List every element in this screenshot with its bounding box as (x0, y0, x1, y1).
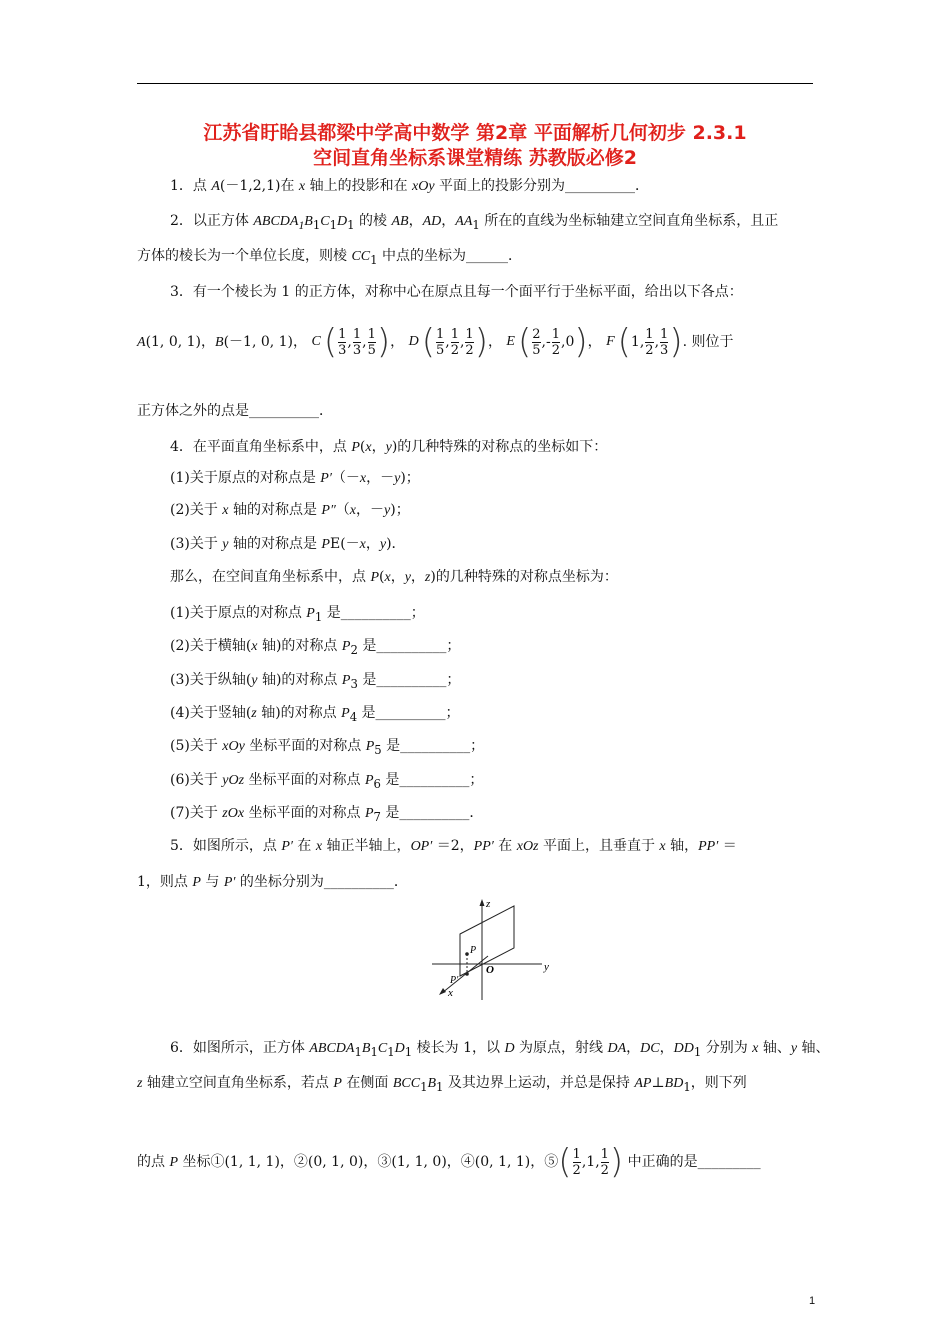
space-symmetry-4: (4)关于竖轴(z 轴)的对称点 $P_4$ 是__________； (170, 705, 460, 724)
header-rule (137, 83, 813, 84)
page-number: 1 (809, 1295, 816, 1307)
space-symmetry-2: (2)关于横轴(x 轴)的对称点 $P_2$ 是__________； (170, 638, 461, 657)
question-6-line-2: z 轴建立空间直角坐标系，若点 P 在侧面 $BCC_1B_1$ 及其边界上运动，并总是保持 $AP\perp BD_1$，则下列 (137, 1075, 747, 1094)
p-label: P (470, 945, 477, 956)
point-d: D ( $\frac{1}{5}$ , $\frac{1}{2}$ , $\frac{1}{2}$ ) (408, 322, 488, 362)
plane-symmetry-1: (1)关于原点的对称点是 P′（－x，－y)； (170, 470, 420, 486)
space-symmetry-3: (3)关于纵轴(y 轴)的对称点 $P_3$ 是__________； (170, 672, 461, 691)
space-symmetry-7: (7)关于 zOx 坐标平面的对称点 $P_7$ 是__________． (170, 805, 484, 824)
point-e: E ( $\frac{2}{5}$ , - $\frac{1}{2}$ , 0 ) (506, 322, 588, 362)
page-title-line-1: 江苏省盱眙县都梁中学高中数学 第2章 平面解析几何初步 2.3.1 (203, 122, 747, 144)
x-arrow-icon (439, 988, 446, 995)
question-2-line-2: 方体的棱长为一个单位长度，则棱 $CC_1$ 中点的坐标为______． (137, 248, 523, 267)
question-2-line-1: 2．以正方体 $ABCDA_1B_1C_1D_1$ 的棱 AB，AD，$AA_1$ 所在的直线为坐标轴建立空间直角坐标系，且正 (170, 213, 779, 232)
coordinate-figure (430, 896, 560, 1002)
point-c: C ( $\frac{1}{3}$ , $\frac{1}{3}$ , $\frac{1}{5}$ ) (311, 322, 391, 362)
space-symmetry-5: (5)关于 xOy 坐标平面的对称点 $P_5$ 是__________； (170, 738, 485, 757)
question-6-line-3: 的点 P 坐标①(1, 1, 1)，②(0, 1, 0)，③(1, 1, 0)，④(0, 1, 1)，⑤ ( $\frac{1}{2}$ , 1 , $\frac{1}{2}$ ) 中正确的是_________ (137, 1142, 761, 1182)
point-p (465, 952, 469, 956)
question-3-line-1: 3．有一个棱长为 1 的正方体，对称中心在原点且每一个面平行于坐标平面，给出以下各点： (170, 284, 743, 300)
question-5-line-2: 1，则点 P 与 P′ 的坐标分别为__________． (137, 874, 408, 890)
z-arrow-icon (480, 899, 485, 906)
question-4-intro: 4．在平面直角坐标系中，点 P(x，y)的几种特殊的对称点的坐标如下： (170, 439, 608, 455)
point-f: F ( 1 , $\frac{1}{2}$ , $\frac{1}{3}$ ) (606, 322, 683, 362)
question-5-line-1: 5．如图所示，点 P′ 在 x 轴正半轴上，OP′ ＝2，PP′ 在 xOz 平面上，且垂直于 x 轴，PP′ ＝ (170, 838, 737, 854)
space-symmetry-6: (6)关于 yOz 坐标平面的对称点 $P_6$ 是__________； (170, 772, 484, 791)
question-6-line-1: 6．如图所示，正方体 $ABCDA_1B_1C_1D_1$ 棱长为 1，以 D 为原点，射线 DA，DC，$DD_1$ 分别为 x 轴、y 轴、 (170, 1040, 830, 1059)
point-p-prime (465, 972, 469, 976)
space-symmetry-1: (1)关于原点的对称点 $P_1$ 是__________； (170, 605, 425, 624)
y-label: y (544, 961, 549, 973)
question-3-points: A(1, 0, 1)，B(－1, 0, 1)， C ( $\frac{1}{3}$ , $\frac{1}{3}$ , $\frac{1}{5}$ ) ， D ( $\frac{1}{5}$ , $\frac{1}{2}$ , $\frac{1}{2}$ ) ， E ( $\frac{2}{5}$ , - $\frac{1}{2}$ , 0 ) ， F ( 1 , $\frac{1}{2}$ , $\frac{1}{3}$ ) . 则位于 (137, 322, 734, 362)
p-prime-label: P′ (450, 975, 459, 986)
page-title-line-2: 空间直角坐标系课堂精练 苏教版必修2 (313, 147, 637, 169)
z-label: z (486, 898, 491, 910)
space-symmetry-intro: 那么，在空间直角坐标系中，点 P(x，y，z)的几种特殊的对称点坐标为： (170, 569, 618, 585)
point-5: ( $\frac{1}{2}$ , 1 , $\frac{1}{2}$ ) (558, 1142, 624, 1182)
origin-label: O (486, 964, 494, 976)
question-3-line-3: 正方体之外的点是__________． (137, 403, 333, 419)
x-label: x (448, 987, 453, 999)
plane-symmetry-3: (3)关于 y 轴的对称点是 PE(－x，y)． (170, 536, 406, 552)
question-1: 1．点 A(－1,2,1)在 x 轴上的投影和在 xOy 平面上的投影分别为__________． (170, 178, 650, 194)
plane-symmetry-2: (2)关于 x 轴的对称点是 P″（x，－y)； (170, 502, 410, 518)
